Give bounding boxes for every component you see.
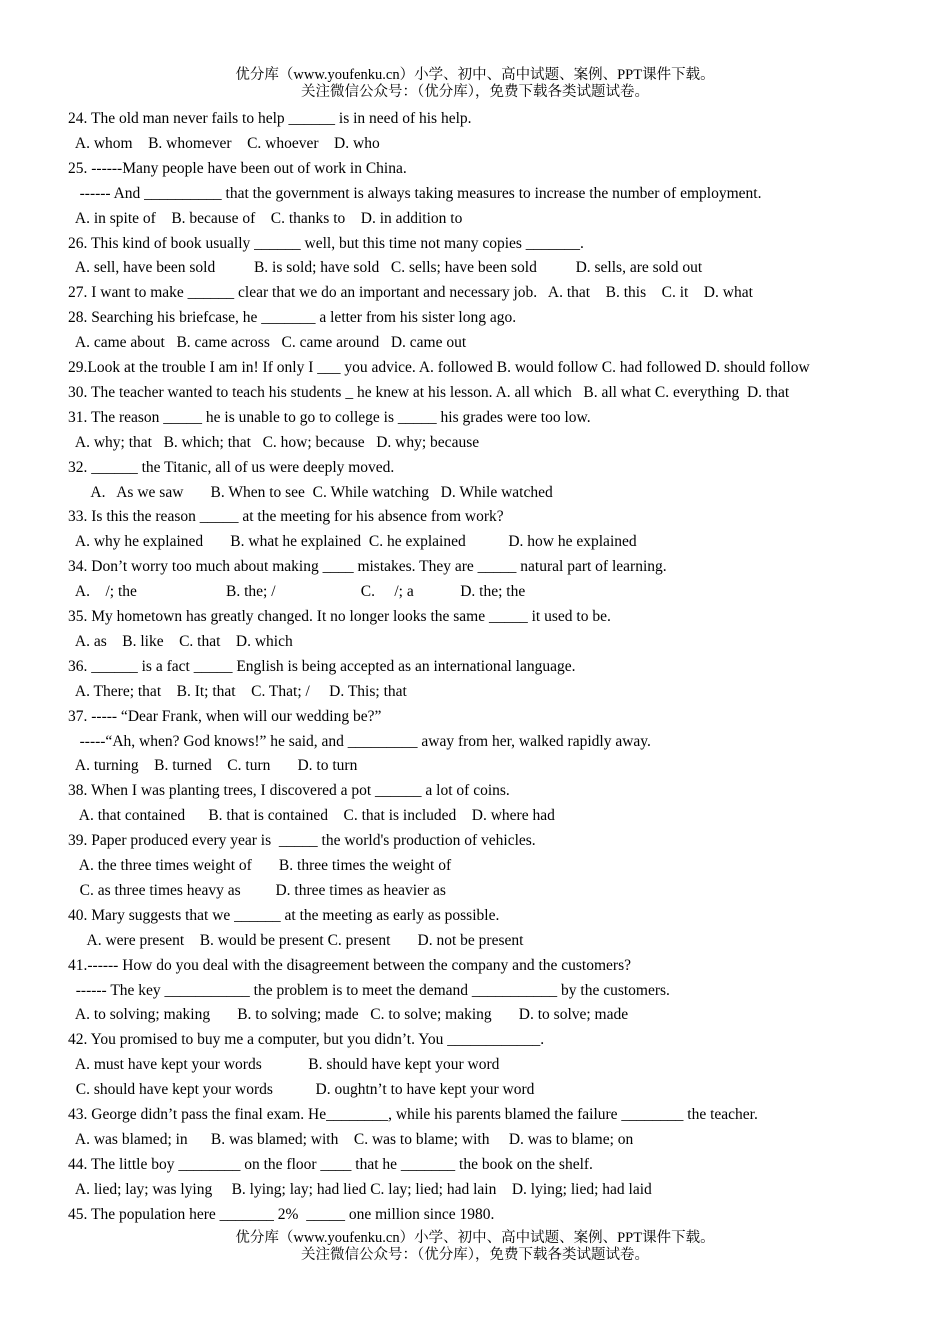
question-line: A. was blamed; in B. was blamed; with C. was to blame; with D. was to blame; on xyxy=(68,1130,634,1148)
question-line: 41.------ How do you deal with the disagreement between the company and the customers? xyxy=(68,956,631,974)
question-line: 30. The teacher wanted to teach his students _ he knew at his lesson. A. all which B. all what C. everything D. that xyxy=(68,383,790,401)
question-line: 26. This kind of book usually ______ well, but this time not many copies _______. xyxy=(68,234,584,252)
question-line: C. should have kept your words D. oughtn’t to have kept your word xyxy=(68,1081,535,1099)
question-line: A. sell, have been sold B. is sold; have sold C. sells; have been sold D. sells, are sold out xyxy=(68,259,703,277)
question-line: 39. Paper produced every year is _____ the world's production of vehicles. xyxy=(68,832,536,850)
question-line: 44. The little boy ________ on the floor ____ that he _______ the book on the shelf. xyxy=(68,1155,593,1173)
question-line: 29.Look at the trouble I am in! If only I ___ you advice. A. followed B. would follow C. had followed D. should follow xyxy=(68,359,810,376)
question-line: A. as B. like C. that D. which xyxy=(68,632,293,650)
question-line: A. why; that B. which; that C. how; because D. why; because xyxy=(68,433,480,451)
header-line-2: 关注微信公众号：（优分库），免费下载各类试题试卷。 xyxy=(301,84,649,100)
question-line: 24. The old man never fails to help ______ is in need of his help. xyxy=(68,110,472,127)
question-line: A. were present B. would be present C. present D. not be present xyxy=(68,931,524,949)
footer-line-1: 优分库（www.youfenku.cn）小学、初中、高中试题、案例、PPT课件下载。 xyxy=(235,1230,715,1246)
footer-line-2: 关注微信公众号：（优分库），免费下载各类试题试卷。 xyxy=(301,1247,649,1263)
question-line: A. There; that B. It; that C. That; / D. This; that xyxy=(68,682,407,700)
question-line: ------ And __________ that the government is always taking measures to increase the number of employment. xyxy=(68,184,762,202)
question-line: A. whom B. whomever C. whoever D. who xyxy=(68,134,380,152)
question-line: 27. I want to make ______ clear that we do an important and necessary job. A. that B. this C. it D. what xyxy=(68,284,753,302)
question-line: A. /; the B. the; / C. /; a D. the; the xyxy=(68,583,526,601)
question-line: 34. Don’t worry too much about making ____ mistakes. They are _____ natural part of learning. xyxy=(68,558,667,576)
question-line: ------ The key ___________ the problem is to meet the demand ___________ by the customers. xyxy=(68,981,670,999)
question-line: A. to solving; making B. to solving; made C. to solve; making D. to solve; made xyxy=(68,1006,629,1024)
question-line: 32. ______ the Titanic, all of us were deeply moved. xyxy=(68,458,395,476)
question-line: 37. ----- “Dear Frank, when will our wedding be?” xyxy=(68,707,382,725)
page-header xyxy=(0,67,950,101)
question-line: C. as three times heavy as D. three times as heavier as xyxy=(68,881,446,899)
question-line: A. that contained B. that is contained C. that is included D. where had xyxy=(68,807,555,825)
question-line: A. the three times weight of B. three times the weight of xyxy=(68,857,452,874)
question-line: A. came about B. came across C. came around D. came out xyxy=(68,334,467,352)
question-line: 33. Is this the reason _____ at the meeting for his absence from work? xyxy=(68,508,504,526)
question-line: 45. The population here _______ 2% _____ one million since 1980. xyxy=(68,1205,495,1223)
question-line: A. lied; lay; was lying B. lying; lay; had lied C. lay; lied; had lain D. lying; lied; had laid xyxy=(68,1180,652,1198)
question-line: 38. When I was planting trees, I discovered a pot ______ a lot of coins. xyxy=(68,782,510,800)
question-line: 43. George didn’t pass the final exam. He________, while his parents blamed the failure ________ the teacher. xyxy=(68,1106,758,1123)
question-line: A. turning B. turned C. turn D. to turn xyxy=(68,757,358,775)
question-line: -----“Ah, when? God knows!” he said, and _________ away from her, walked rapidly away. xyxy=(68,732,651,750)
question-line: 35. My hometown has greatly changed. It no longer looks the same _____ it used to be. xyxy=(68,608,611,625)
question-line: 42. You promised to buy me a computer, but you didn’t. You ____________. xyxy=(68,1031,545,1049)
question-line: A. As we saw B. When to see C. While watching D. While watched xyxy=(68,483,553,501)
header-line-1: 优分库（www.youfenku.cn）小学、初中、高中试题、案例、PPT课件下载。 xyxy=(235,67,715,83)
question-line: A. must have kept your words B. should have kept your word xyxy=(68,1056,500,1074)
question-line: 40. Mary suggests that we ______ at the meeting as early as possible. xyxy=(68,906,500,924)
question-line: 28. Searching his briefcase, he _______ a letter from his sister long ago. xyxy=(68,309,517,327)
question-line: A. why he explained B. what he explained C. he explained D. how he explained xyxy=(68,533,637,551)
question-line: A. in spite of B. because of C. thanks to D. in addition to xyxy=(68,209,463,227)
page-footer xyxy=(0,1230,950,1264)
question-line: 36. ______ is a fact _____ English is being accepted as an international language. xyxy=(68,657,576,675)
question-line: 31. The reason _____ he is unable to go to college is _____ his grades were too low. xyxy=(68,408,591,426)
question-line: 25. ------Many people have been out of work in China. xyxy=(68,159,407,177)
